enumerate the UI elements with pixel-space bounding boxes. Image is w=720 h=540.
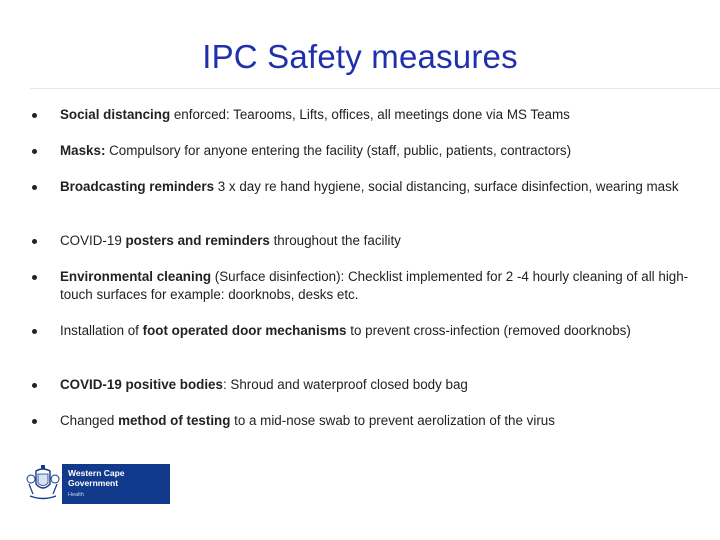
bullet-dot-icon [32, 185, 37, 190]
bullet-bold-run: Social distancing [60, 107, 171, 122]
bullet-dot-icon [32, 239, 37, 244]
bullet-item [32, 376, 468, 394]
bullet-item [32, 106, 570, 124]
bullet-text-run: enforced: Tearooms, Lifts, offices, all meetings done via MS Teams [170, 107, 570, 122]
bullet-text [60, 143, 571, 158]
bullet-bold-run: foot operated door mechanisms [142, 323, 347, 338]
bullet-bold-run: posters and reminders [125, 233, 270, 248]
bullet-text-run: to prevent cross-infection (removed doorknobs) [346, 323, 631, 338]
logo-line-2: Government [68, 478, 119, 488]
bullet-dot-icon [32, 275, 37, 280]
bullet-item [32, 412, 555, 430]
bullet-bold-run: method of testing [118, 413, 231, 428]
bullet-text-run: Compulsory for anyone entering the facility (staff, public, patients, contractors) [105, 143, 572, 158]
bullet-dot-icon [32, 329, 37, 334]
logo-line-3: Health [68, 492, 84, 498]
bullet-item [32, 142, 571, 160]
bullet-text [60, 323, 631, 338]
bullet-text-run: throughout the facility [269, 233, 401, 248]
logo-wordmark [62, 464, 170, 504]
bullet-text [60, 377, 468, 392]
bullet-text-run: Installation of [60, 323, 143, 338]
bullet-dot-icon [32, 113, 37, 118]
bullet-dot-icon [32, 149, 37, 154]
bullet-bold-run: Environmental cleaning [60, 269, 212, 284]
bullet-dot-icon [32, 383, 37, 388]
bullet-text-run: : Shroud and waterproof closed body bag [222, 377, 468, 392]
title-divider [30, 88, 720, 89]
bullet-item [32, 178, 679, 196]
bullet-bold-run: Masks: [60, 143, 106, 158]
slide-title: IPC Safety measures [202, 38, 518, 75]
coat-of-arms-icon [24, 464, 62, 504]
bullet-text [60, 413, 555, 428]
bullet-dot-icon [32, 419, 37, 424]
bullet-text-run: (Surface disinfection): Checklist implemented for 2 -4 hourly cleaning of all high-touch surfaces for example: doorknobs, desks etc. [60, 269, 689, 302]
bullet-item [32, 268, 692, 304]
bullet-bold-run: COVID-19 positive bodies [60, 377, 223, 392]
bullet-item [32, 322, 631, 340]
bullet-text [60, 269, 688, 302]
bullet-text [60, 179, 679, 194]
western-cape-government-logo [24, 464, 147, 504]
bullet-text-run: 3 x day re hand hygiene, social distancing, surface disinfection, wearing mask [214, 179, 679, 194]
bullet-text-run: Changed [60, 413, 119, 428]
bullet-text [60, 107, 570, 122]
bullet-item [32, 232, 401, 250]
bullet-text-run: to a mid-nose swab to prevent aerolization of the virus [230, 413, 555, 428]
logo-line-1: Western Cape [68, 468, 125, 478]
bullet-text [60, 233, 401, 248]
bullet-text-run: COVID-19 [60, 233, 126, 248]
bullet-bold-run: Broadcasting reminders [60, 179, 215, 194]
